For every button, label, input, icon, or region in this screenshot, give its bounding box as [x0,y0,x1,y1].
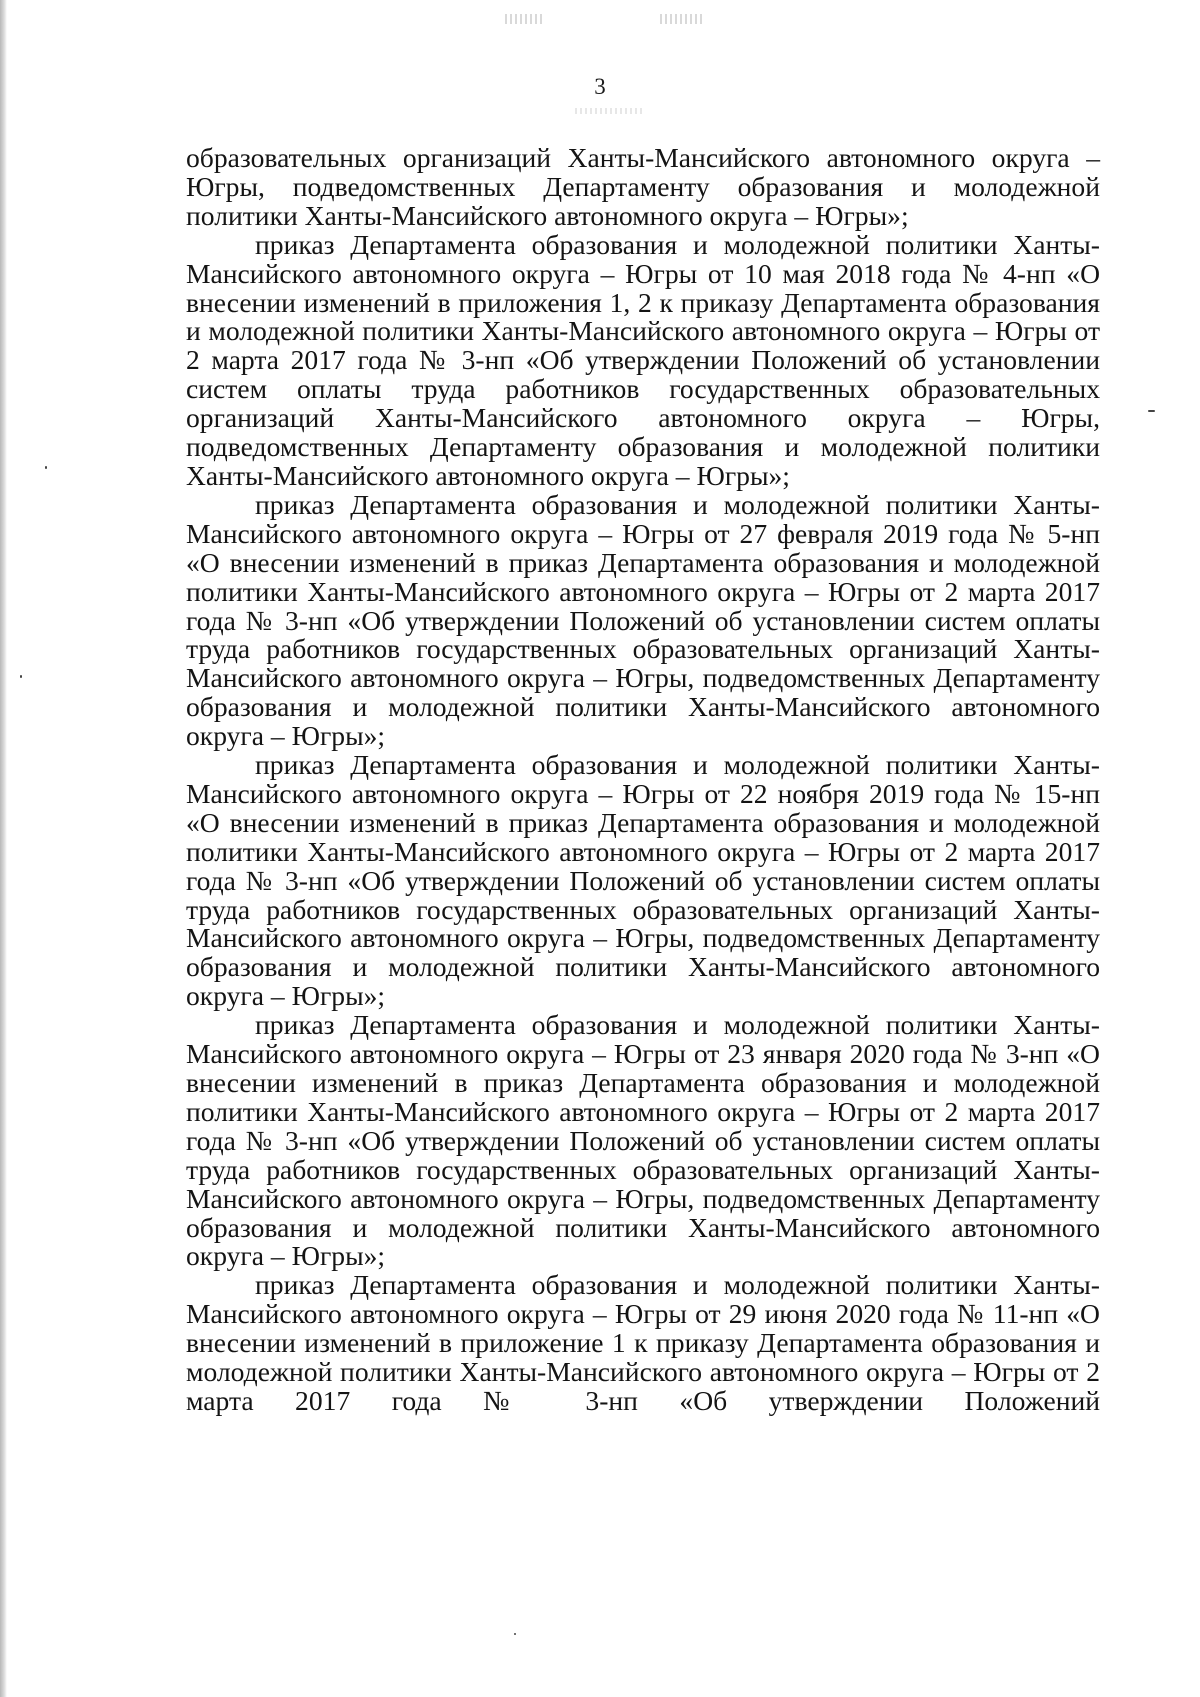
document-body [186,144,1100,1416]
page-number: 3 [594,74,606,99]
paragraph-order-2020-06-29: приказ Департамента образования и молодежной политики Ханты-Мансийского автономного округа – Югры от 29 июня 2020 года № 11-нп «О внесении изменений в приложение 1 к приказу Департамента образования и молодежной политики Ханты-Мансийского автономного округа – Югры от 2 марта 2017 года № 3-нп «Об утверждении Положений [186,1269,1100,1416]
paragraph-continuation: образовательных организаций Ханты-Мансийского автономного округа – Югры, подведомственных Департаменту образования и молодежной политики Ханты-Мансийского автономного округа – Югры»; [186,142,1100,231]
scan-speck [20,675,22,678]
scan-artifact-under-number [575,108,645,114]
scan-artifact-top-right [660,14,705,24]
paragraph-order-2020-01-23: приказ Департамента образования и молодежной политики Ханты-Мансийского автономного округа – Югры от 23 января 2020 года № 3-нп «О внесении изменений в приказ Департамента образования и молодежной политики Ханты-Мансийского автономного округа – Югры от 2 марта 2017 года № 3-нп «Об утверждении Положений об установлении систем оплаты труда работников государственных образовательных организаций Ханты-Мансийского автономного округа – Югры, подведомственных Департаменту образования и молодежной политики Ханты-Мансийского автономного округа – Югры»; [186,1009,1100,1272]
paragraph-order-2019-02-27: приказ Департамента образования и молодежной политики Ханты-Мансийского автономного округа – Югры от 27 февраля 2019 года № 5-нп «О внесении изменений в приказ Департамента образования и молодежной политики Ханты-Мансийского автономного округа – Югры от 2 марта 2017 года № 3-нп «Об утверждении Положений об установлении систем оплаты труда работников государственных образовательных организаций Ханты-Мансийского автономного округа – Югры, подведомственных Департаменту образования и молодежной политики Ханты-Мансийского автономного округа – Югры»; [186,488,1100,752]
scan-speck [1148,410,1155,412]
scan-speck [514,1633,516,1635]
paragraph-order-2019-11-22: приказ Департамента образования и молодежной политики Ханты-Мансийского автономного округа – Югры от 22 ноября 2019 года № 15-нп «О внесении изменений в приказ Департамента образования и молодежной политики Ханты-Мансийского автономного округа – Югры от 2 марта 2017 года № 3-нп «Об утверждении Положений об установлении систем оплаты труда работников государственных образовательных организаций Ханты-Мансийского автономного округа – Югры, подведомственных Департаменту образования и молодежной политики Ханты-Мансийского автономного округа – Югры»; [186,749,1100,1012]
scan-speck [45,466,47,469]
scan-left-edge [0,0,7,1697]
scan-artifact-top-left [505,14,545,24]
paragraph-order-2018-05-10: приказ Департамента образования и молодежной политики Ханты-Мансийского автономного округа – Югры от 10 мая 2018 года № 4-нп «О внесении изменений в приложения 1, 2 к приказу Департамента образования и молодежной политики Ханты-Мансийского автономного округа – Югры от 2 марта 2017 года № 3-нп «Об утверждении Положений об установлении систем оплаты труда работников государственных образовательных организаций Ханты-Мансийского автономного округа – Югры, подведомственных Департаменту образования и молодежной политики Ханты-Мансийского автономного округа – Югры»; [186,228,1100,491]
